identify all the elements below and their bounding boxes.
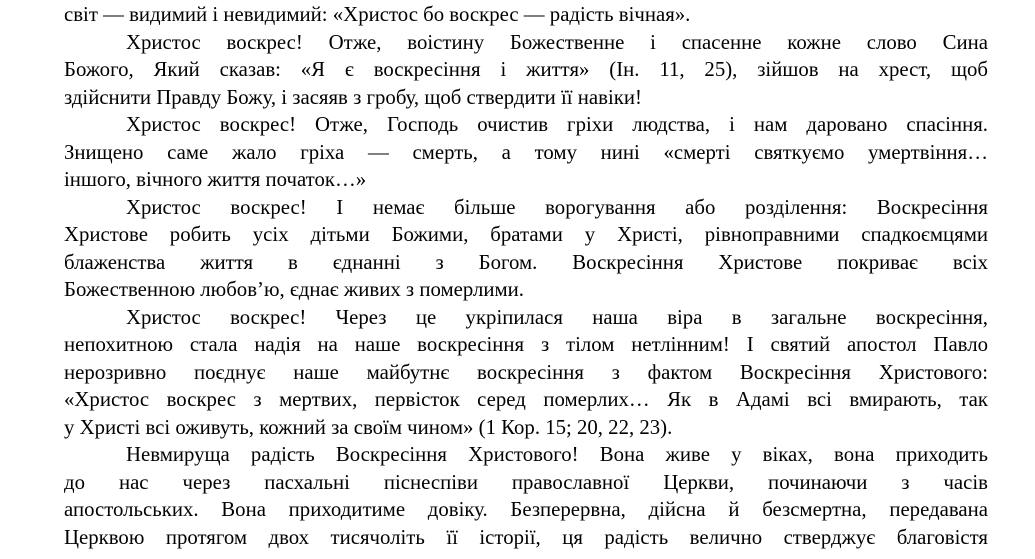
paragraph-last-line: здійснити Правду Божу, і засяяв з гробу, щоб ствердити її навіки! [64,85,642,109]
paragraph-last-line: у Христі всі оживуть, кожний за своїм чином» (1 Кор. 15; 20, 22, 23). [64,415,673,439]
paragraph-first-line: Христос воскрес! І немає більше ворогування або розділення: Воскресіння [126,195,988,219]
text-line: непохитною стала надія на наше воскресіння з тілом нетлінним! І святий апостол Павло [64,333,988,356]
paragraph-first-line: Христос воскрес! Через це укріпилася наша віра в загальне воскресіння, [126,305,988,329]
text-line: «Христос воскрес з мертвих, первісток серед померлих… Як в Адамі всі вмирають, так [64,388,988,411]
text-line: блаженства життя в єднанні з Богом. Воскресіння Христове покриває всіх [64,250,988,274]
document-text [64,0,988,551]
text-line: до нас через пасхальні піснеспіви православної Церкви, починаючи з часів [64,470,988,494]
text-line: апостольських. Вона приходитиме довіку. Безперервна, дійсна й безсмертна, передавана [64,498,988,521]
paragraph-last-line: іншого, вічного життя початок…» [64,168,367,191]
text-line: нерозривно поєднує наше майбутнє воскресіння з фактом Воскресіння Христового: [64,360,988,384]
text-line: Божого, Який сказав: «Я є воскресіння і життя» (Ін. 11, 25), зійшов на хрест, щоб [64,58,988,81]
paragraph-last-line: Божественною любов’ю, єднає живих з померлими. [64,278,524,301]
text-line: Церквою протягом двох тисячоліть її історії, ця радість велично стверджує благовістя [64,525,988,549]
paragraph-first-line: Невмируща радість Воскресіння Христового! Вона живе у віках, вона приходить [126,443,988,466]
text-line: Христове робить усіх дітьми Божими, братами у Христі, рівноправними спадкоємцями [64,223,988,246]
paragraph-first-line: Христос воскрес! Отже, Господь очистив гріхи людства, і нам даровано спасіння. [126,113,988,136]
text-line: Знищено саме жало гріха — смерть, а тому нині «смерті святкуємо умертвіння… [64,140,988,164]
paragraph-first-line: Христос воскрес! Отже, воістину Божественне і спасенне кожне слово Сина [126,30,988,54]
text-line: світ — видимий і невидимий: «Христос бо воскрес — радість вічная». [64,3,691,26]
